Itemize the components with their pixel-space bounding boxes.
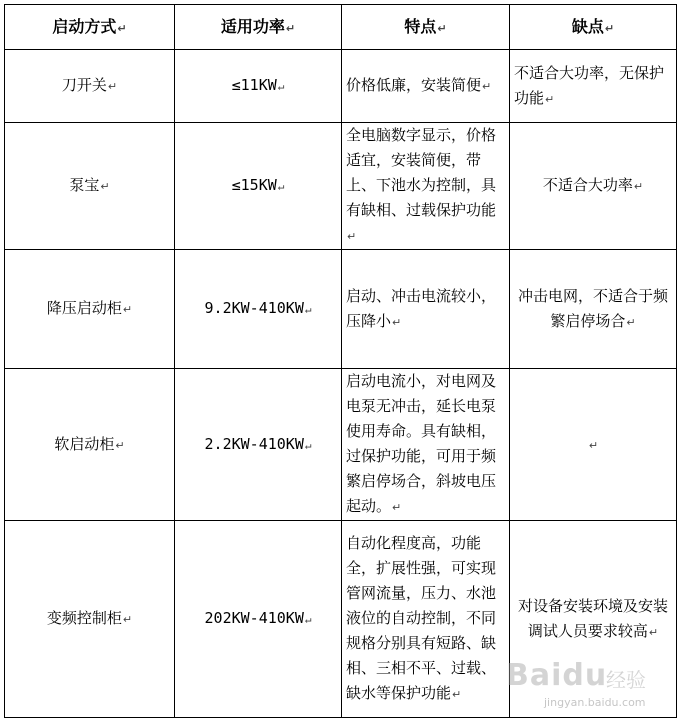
cell-method: 泵宝↵ — [5, 123, 175, 250]
cell-features: 启动电流小，对电网及电泵无冲击，延长电泵使用寿命。具有缺相，过保护功能，可用于频繁启停场合，斜坡电压起动。↵ — [342, 369, 510, 521]
startup-methods-table — [4, 4, 677, 718]
cell-features: 价格低廉，安装简便↵ — [342, 50, 510, 123]
watermark-jingyan-text: 经验 — [606, 668, 646, 692]
cell-power: 202KW-410KW↵ — [175, 521, 342, 718]
cell-drawbacks: 对设备安装环境及安装调试人员要求较高↵ — [510, 521, 677, 718]
cell-method: 变频控制柜↵ — [5, 521, 175, 718]
header-features: 特点↵ — [342, 5, 510, 50]
table-header-row — [5, 5, 677, 50]
header-power: 适用功率↵ — [175, 5, 342, 50]
baidu-logo: Baidu — [506, 658, 608, 693]
cell-power: ≤11KW↵ — [175, 50, 342, 123]
watermark-url: jingyan.baidu.com — [544, 696, 646, 709]
cell-power: ≤15KW↵ — [175, 123, 342, 250]
cell-method: 刀开关↵ — [5, 50, 175, 123]
cell-drawbacks: 冲击电网，不适合于频繁启停场合↵ — [510, 250, 677, 369]
table-row — [5, 250, 677, 369]
cell-drawbacks: 不适合大功率，无保护功能↵ — [510, 50, 677, 123]
table-row — [5, 369, 677, 521]
header-drawbacks: 缺点↵ — [510, 5, 677, 50]
table-row — [5, 50, 677, 123]
table-row — [5, 123, 677, 250]
cell-power: 2.2KW-410KW↵ — [175, 369, 342, 521]
cell-method: 软启动柜↵ — [5, 369, 175, 521]
cell-drawbacks: ↵ — [510, 369, 677, 521]
cell-power: 9.2KW-410KW↵ — [175, 250, 342, 369]
cell-method: 降压启动柜↵ — [5, 250, 175, 369]
cell-drawbacks: 不适合大功率↵ — [510, 123, 677, 250]
cell-features: 自动化程度高，功能全，扩展性强，可实现管网流量，压力、水池液位的自动控制，不同规格分别具有短路、缺相、三相不平、过载、缺水等保护功能↵ — [342, 521, 510, 718]
cell-features: 启动、冲击电流较小，压降小↵ — [342, 250, 510, 369]
cell-features: 全电脑数字显示，价格适宜，安装简便，带上、下池水为控制，具有缺相、过载保护功能↵ — [342, 123, 510, 250]
table-row — [5, 521, 677, 718]
header-method: 启动方式↵ — [5, 5, 175, 50]
